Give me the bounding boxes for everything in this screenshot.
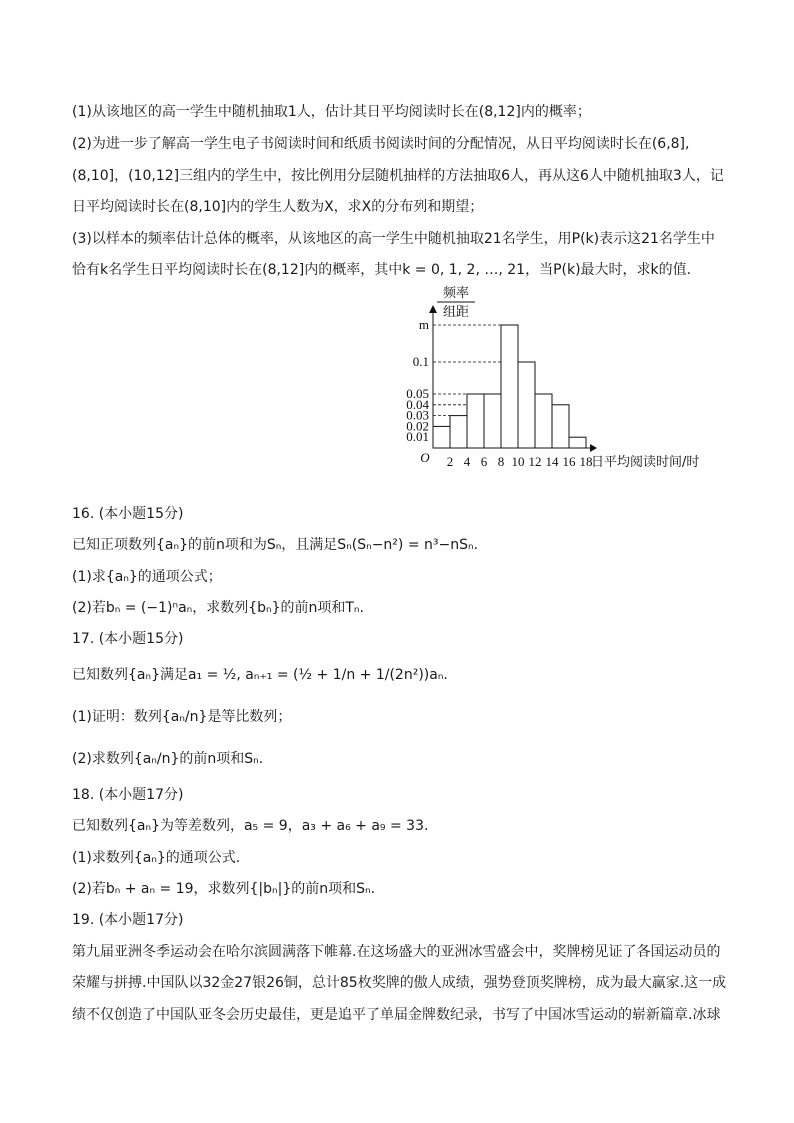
- q19-text-line3: 绩不仅创造了中国队亚冬会历史最佳，更是追平了单届金牌数纪录，书写了中国冰雪运动的崭新篇章.冰球: [72, 1007, 721, 1023]
- histogram-bar: [501, 325, 518, 448]
- q17-header: 17. (本小题15分): [72, 631, 184, 647]
- q15-part3-line1: (3)以样本的频率估计总体的概率，从该地区的高一学生中随机抽取21名学生，用P(k)表示这21名学生中: [72, 231, 715, 247]
- y-tick-label: 0.02: [406, 418, 429, 434]
- q18-header: 18. (本小题17分): [72, 787, 184, 803]
- q16-header: 16. (本小题15分): [72, 506, 184, 522]
- q18-stem: 已知数列{aₙ}为等差数列，a₅ = 9，a₃ + a₆ + a₉ = 33.: [72, 818, 429, 834]
- x-tick-label: 10: [511, 454, 525, 469]
- x-tick-label: 8: [497, 454, 505, 469]
- y-axis-label-numerator: 频率: [442, 286, 470, 301]
- q15-part2-line1: (2)为进一步了解高一学生电子书阅读时间和纸质书阅读时间的分配情况，从日平均阅读时长在(6,8],: [72, 136, 690, 152]
- origin-label: O: [420, 450, 430, 465]
- y-tick-label: 0.05: [406, 386, 429, 401]
- histogram-bar: [552, 405, 569, 448]
- y-axis-label-denominator: 组距: [442, 305, 470, 320]
- histogram-bar: [450, 416, 467, 448]
- q15-part2-line2: (8,10]，(10,12]三组内的学生中，按比例用分层随机抽样的方法抽取6人，再从这6人中随机抽取3人，记: [72, 168, 724, 184]
- x-tick-label: 12: [528, 454, 542, 469]
- x-tick-label: 2: [446, 454, 454, 469]
- y-tick-label: m: [418, 317, 429, 332]
- y-tick-label: 0.03: [406, 407, 429, 423]
- y-axis-arrow: [429, 305, 437, 313]
- q16-part2: (2)若bₙ = (−1)ⁿaₙ，求数列{bₙ}的前n项和Tₙ.: [72, 600, 364, 616]
- histogram-bar: [433, 426, 450, 448]
- q18-part2: (2)若bₙ + aₙ = 19，求数列{|bₙ|}的前n项和Sₙ.: [72, 881, 376, 897]
- x-tick-label: 16: [562, 454, 576, 469]
- q16-part1: (1)求{aₙ}的通项公式；: [72, 569, 222, 585]
- q15-part2-line3: 日平均阅读时长在(8,10]内的学生人数为X，求X的分布列和期望；: [72, 199, 484, 215]
- y-tick-label: 0.1: [412, 354, 429, 369]
- x-tick-label: 6: [480, 454, 488, 469]
- q19-text-line1: 第九届亚洲冬季运动会在哈尔滨圆满落下帷幕.在这场盛大的亚洲冰雪盛会中，奖牌榜见证了各国运动员的: [72, 944, 721, 960]
- x-axis-arrow: [590, 444, 597, 452]
- histogram-bar: [518, 362, 535, 448]
- x-tick-label: 14: [545, 454, 559, 469]
- q17-part2: (2)求数列{aₙ/n}的前n项和Sₙ.: [72, 751, 264, 767]
- q18-part1: (1)求数列{aₙ}的通项公式.: [72, 850, 241, 866]
- y-tick-label: 0.01: [406, 429, 429, 445]
- frequency-histogram: [0, 0, 794, 480]
- x-tick-label: 18: [579, 454, 593, 469]
- q19-header: 19. (本小题17分): [72, 912, 184, 928]
- q19-text-line2: 荣耀与拼搏.中国队以32金27银26铜，总计85枚奖牌的傲人成绩，强势登顶奖牌榜，成为最大赢家.这一成: [72, 975, 727, 991]
- y-tick-label: 0.04: [406, 396, 429, 412]
- histogram-bar: [535, 394, 552, 448]
- histogram-bar: [569, 437, 586, 448]
- q15-part1: (1)从该地区的高一学生中随机抽取1人，估计其日平均阅读时长在(8,12]内的概率；: [72, 104, 591, 120]
- q15-part3-line2: 恰有k名学生日平均阅读时长在(8,12]内的概率，其中k = 0, 1, 2, …, 21，当P(k)最大时，求k的值.: [72, 262, 692, 278]
- q17-part1: (1)证明：数列{aₙ/n}是等比数列；: [72, 709, 292, 725]
- x-tick-label: 4: [463, 454, 471, 469]
- q16-stem: 已知正项数列{aₙ}的前n项和为Sₙ，且满足Sₙ(Sₙ−n²) = n³−nSₙ.: [72, 537, 479, 553]
- q17-stem: 已知数列{aₙ}满足a₁ = ½, aₙ₊₁ = (½ + 1/n + 1/(2n²))aₙ.: [72, 667, 448, 683]
- histogram-bar: [484, 394, 501, 448]
- x-axis-label: 日平均阅读时间/时: [591, 455, 700, 470]
- histogram-bar: [467, 394, 484, 448]
